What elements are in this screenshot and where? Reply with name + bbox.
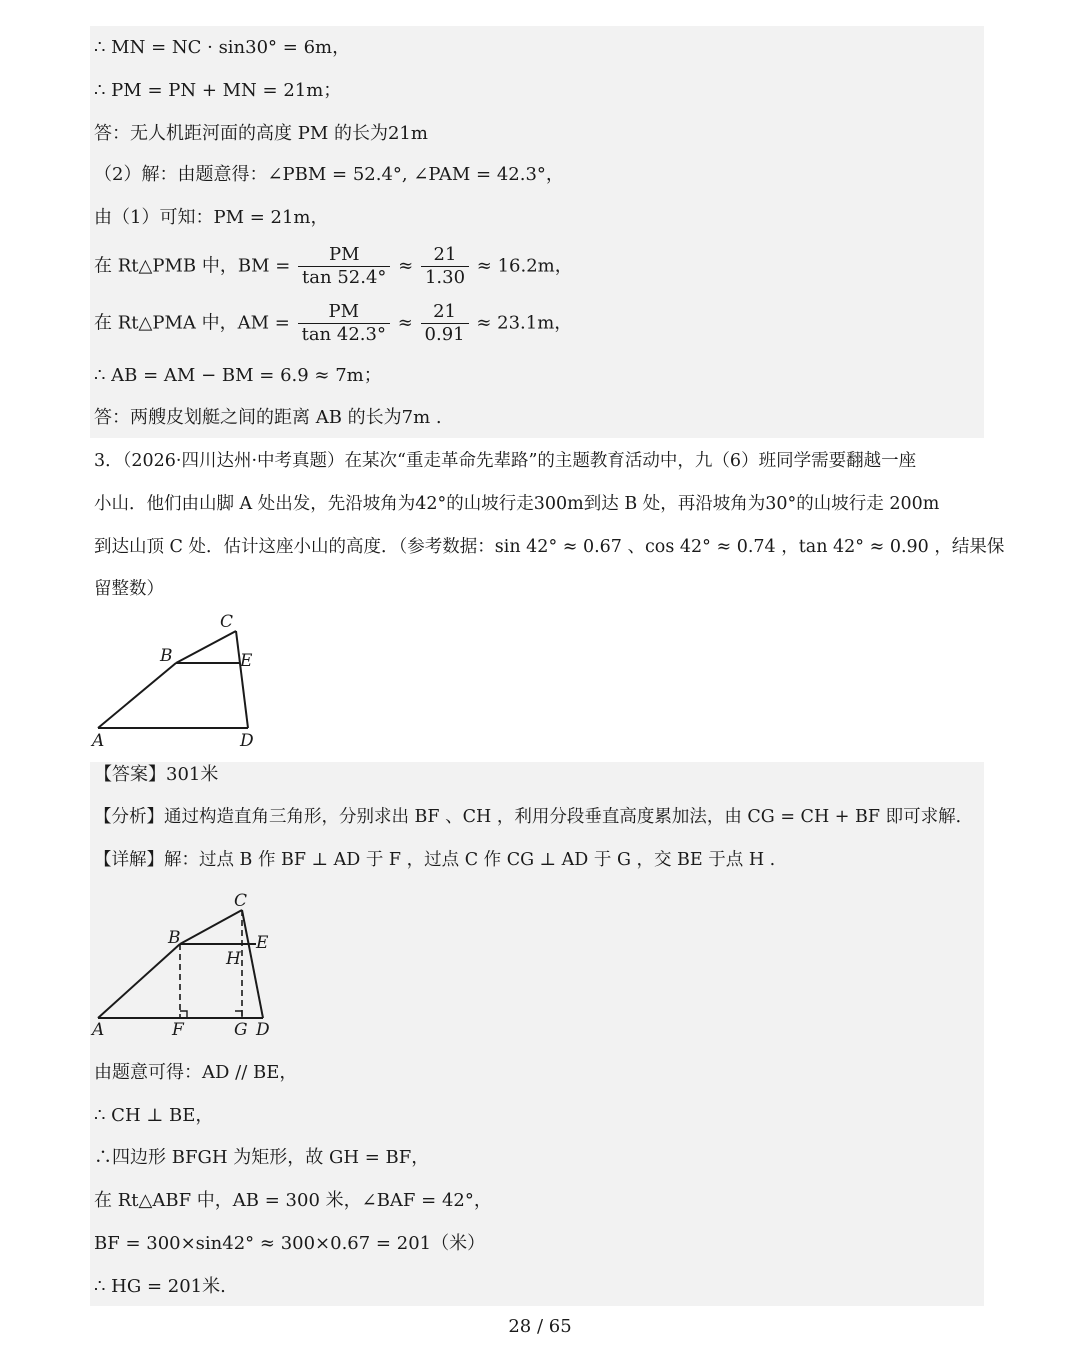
denominator: 0.91 — [424, 324, 465, 345]
question-line: 3．（2026·四川达州·中考真题）在某次“重走革命先辈路”的主题教育活动中，九（6）班同学需要翻越一座 — [94, 451, 917, 471]
segment-cd — [236, 631, 248, 728]
right-angle-mark-f — [180, 1011, 187, 1018]
label-g: G — [234, 1020, 248, 1040]
solution-fraction-line-am — [94, 301, 572, 346]
analysis-line: 【分析】通过构造直角三角形，分别求出 BF 、CH ，利用分段垂直高度累加法，由 CG = CH + BF 即可求解． — [94, 807, 974, 827]
label-b: B — [160, 646, 173, 666]
solution-step: 由题意可得：AD // BE， — [94, 1062, 298, 1083]
solution-step: ∴四边形 BFGH 为矩形，故 GH = BF， — [94, 1147, 430, 1168]
label-f: F — [172, 1020, 184, 1040]
question-line: 小山．他们由山脚 A 处出发，先沿坡角为42°的山坡行走300m到达 B 处，再沿坡角为30°的山坡行走 200m — [94, 494, 940, 514]
solution-line: （2）解：由题意得：∠PBM = 52.4°, ∠PAM = 42.3°， — [94, 164, 564, 185]
text: 在 Rt△PMA 中，AM = — [94, 312, 290, 334]
solution-fraction-line-bm — [94, 244, 573, 289]
label-d: D — [256, 1020, 270, 1040]
label-h: H — [226, 949, 241, 969]
solution-figure — [88, 886, 288, 1042]
solution-line: 由（1）可知：PM = 21m， — [94, 207, 329, 228]
approx-sign: ≈ — [398, 255, 414, 277]
segment-cd — [242, 910, 263, 1018]
detail-line: 【详解】解：过点 B 作 BF ⊥ AD 于 F ，过点 C 作 CG ⊥ AD 于 G ，交 BE 于点 H . — [94, 850, 776, 870]
label-a: A — [92, 731, 105, 750]
denominator: 1.30 — [424, 267, 466, 288]
solution-line: ∴ PM = PN + MN = 21m； — [94, 80, 342, 101]
label-a: A — [92, 1020, 105, 1040]
segment-bc — [176, 631, 236, 663]
segment-ab — [98, 663, 176, 728]
label-d: D — [240, 731, 254, 750]
question-line: 到达山顶 C 处．估计这座小山的高度．（参考数据：sin 42° ≈ 0.67 、cos 42° ≈ 0.74 ，tan 42° ≈ 0.90 ，结果保 — [94, 537, 1005, 557]
text: ≈ 16.2m， — [476, 255, 573, 277]
answer-line: 【答案】301米 — [94, 764, 219, 785]
approx-sign: ≈ — [397, 312, 413, 334]
label-c: C — [220, 612, 234, 632]
fraction — [298, 301, 390, 346]
label-c: C — [234, 891, 248, 911]
numerator: 21 — [421, 244, 469, 267]
solution-line: ∴ MN = NC · sin30° = 6m， — [94, 37, 351, 58]
solution-line: 答：无人机距河面的高度 PM 的长为21m — [94, 123, 428, 144]
solution-step: 在 Rt△ABF 中，AB = 300 米，∠BAF = 42°， — [94, 1190, 492, 1211]
fraction — [421, 301, 469, 346]
solution-line: ∴ AB = AM − BM = 6.9 ≈ 7m； — [94, 365, 382, 386]
label-e: E — [256, 933, 269, 953]
right-angle-mark-g — [235, 1011, 242, 1018]
numerator: 21 — [421, 301, 469, 324]
solution-line: 答：两艘皮划艇之间的距离 AB 的长为7m . — [94, 407, 442, 428]
segment-ab — [98, 944, 180, 1018]
fraction — [298, 244, 390, 289]
question-line: 留整数） — [94, 579, 164, 599]
label-b: B — [168, 928, 181, 948]
question-figure — [88, 608, 268, 750]
text: 在 Rt△PMB 中，BM = — [94, 255, 291, 277]
label-e: E — [240, 651, 253, 671]
solution-step: ∴ CH ⊥ BE， — [94, 1105, 214, 1126]
solution-step: BF = 300×sin42° ≈ 300×0.67 = 201（米） — [94, 1233, 486, 1254]
page-indicator: 28 / 65 — [508, 1316, 572, 1337]
solution-step: ∴ HG = 201米. — [94, 1276, 226, 1297]
fraction — [421, 244, 469, 289]
segment-bc — [180, 910, 242, 944]
numerator: PM — [298, 244, 390, 267]
numerator: PM — [298, 301, 390, 324]
denominator: tan 52.4° — [302, 267, 387, 288]
denominator: tan 42.3° — [301, 324, 386, 345]
text: ≈ 23.1m， — [476, 312, 573, 334]
